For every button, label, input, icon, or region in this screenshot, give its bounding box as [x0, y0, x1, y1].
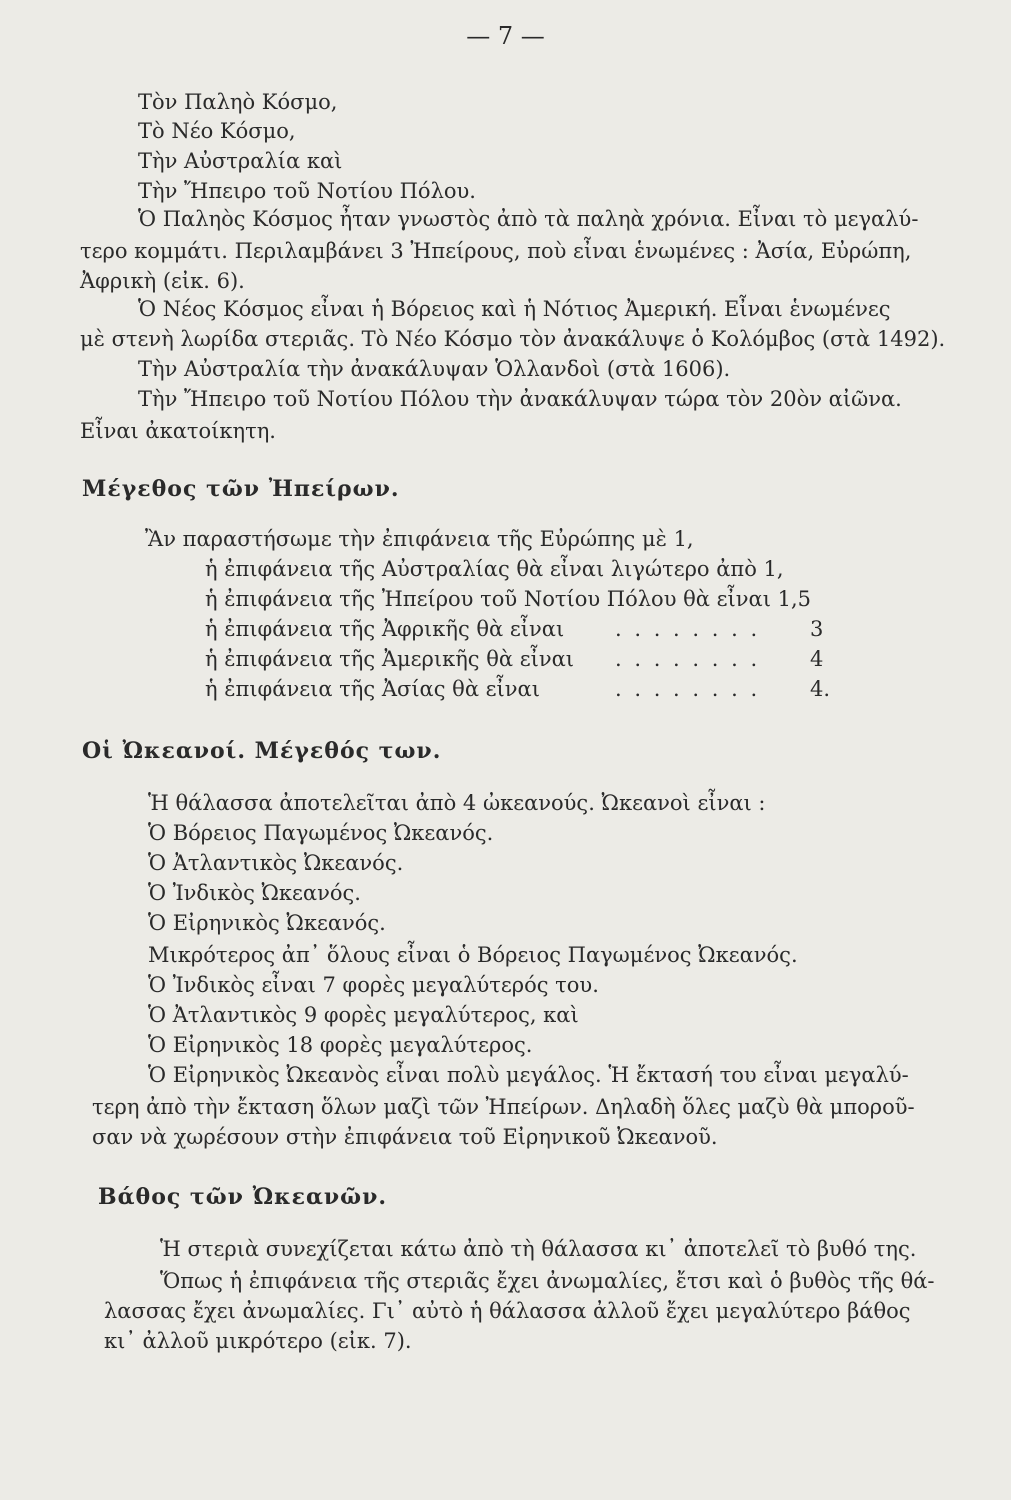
intro-list-item: Τὸν Παληὸ Κόσμο, — [138, 90, 338, 114]
section-heading-continents-size: Μέγεθος τῶν Ἠπείρων. — [82, 476, 400, 502]
intro-list-item: Τὴν Ἤπειρο τοῦ Νοτίου Πόλου. — [138, 179, 476, 203]
size-row-value: 3 — [810, 617, 824, 641]
intro-list-item: Τὸ Νέο Κόσμο, — [138, 119, 296, 143]
leader-dots: . . . . . . . . — [615, 617, 761, 641]
text-line: Ἀφρικὴ (εἰκ. 6). — [80, 269, 245, 293]
text-line: κι᾿ ἀλλοῦ μικρότερο (εἰκ. 7). — [104, 1329, 412, 1353]
text-line: Ἡ στεριὰ συνεχίζεται κάτω ἀπὸ τὴ θάλασσα κι᾿ ἀποτελεῖ τὸ βυθό της. — [160, 1237, 917, 1261]
size-row — [205, 676, 845, 702]
leader-dots: . . . . . . . . — [615, 677, 761, 701]
text-line: Ὁ Παληὸς Κόσμος ἦταν γνωστὸς ἀπὸ τὰ παληὰ χρόνια. Εἶναι τὸ μεγαλύ- — [138, 207, 919, 231]
text-line: Μικρότερος ἀπ᾿ ὅλους εἶναι ὁ Βόρειος Παγωμένος Ὠκεανός. — [148, 943, 798, 967]
ocean-list-item: Ὁ Ἰνδικὸς Ὠκεανός. — [148, 881, 361, 905]
leader-dots: . . . . . . . . — [615, 647, 761, 671]
sizes-intro: Ἂν παραστήσωμε τὴν ἐπιφάνεια τῆς Εὐρώπης μὲ 1, — [145, 527, 694, 551]
size-row — [205, 616, 845, 642]
text-line: Ὁ Ἰνδικὸς εἶναι 7 φορὲς μεγαλύτερός του. — [148, 973, 599, 997]
text-line: Τὴν Ἤπειρο τοῦ Νοτίου Πόλου τὴν ἀνακάλυψαν τώρα τὸν 20ὸν αἰῶνα. — [138, 387, 902, 411]
text-line: τερη ἀπὸ τὴν ἔκταση ὅλων μαζὶ τῶν Ἠπείρων. Δηλαδὴ ὅλες μαζὺ θὰ μποροῦ- — [92, 1095, 915, 1119]
text-line: Ἡ θάλασσα ἀποτελεῖται ἀπὸ 4 ὠκεανούς. Ὠκεανοὶ εἶναι : — [148, 791, 766, 815]
text-line: Ὁ Εἰρηνικὸς 18 φορὲς μεγαλύτερος. — [148, 1033, 533, 1057]
text-line: Ὅπως ἡ ἐπιφάνεια τῆς στεριᾶς ἔχει ἀνωμαλίες, ἔτσι καὶ ὁ βυθὸς τῆς θά- — [160, 1269, 935, 1293]
text-line: Ὁ Εἰρηνικὸς Ὠκεανὸς εἶναι πολὺ μεγάλος. Ἡ ἔκτασή του εἶναι μεγαλύ- — [148, 1063, 909, 1087]
size-row-text: ἡ ἐπιφάνεια τῆς Ἀσίας θὰ εἶναι — [205, 677, 540, 701]
page-number: — 7 — — [466, 22, 545, 50]
text-line: σαν νὰ χωρέσουν στὴν ἐπιφάνεια τοῦ Εἰρηνικοῦ Ὠκεανοῦ. — [92, 1125, 718, 1149]
text-line: μὲ στενὴ λωρίδα στεριᾶς. Τὸ Νέο Κόσμο τὸν ἀνακάλυψε ὁ Κολόμβος (στὰ 1492). — [80, 327, 946, 351]
text-line: Ὁ Νέος Κόσμος εἶναι ἡ Βόρειος καὶ ἡ Νότιος Ἀμερική. Εἶναι ἑνωμένες — [138, 297, 891, 321]
ocean-list-item: Ὁ Βόρειος Παγωμένος Ὠκεανός. — [148, 821, 494, 845]
section-heading-ocean-depth: Βάθος τῶν Ὠκεανῶν. — [98, 1184, 388, 1210]
size-row — [205, 646, 845, 672]
text-line: λασσας ἔχει ἀνωμαλίες. Γι᾿ αὐτὸ ἡ θάλασσα ἀλλοῦ ἔχει μεγαλύτερο βάθος — [104, 1299, 911, 1323]
size-row-text: ἡ ἐπιφάνεια τῆς Ἀμερικῆς θὰ εἶναι — [205, 647, 575, 671]
size-row-text: ἡ ἐπιφάνεια τῆς Ἀφρικῆς θὰ εἶναι — [205, 617, 565, 641]
size-row — [205, 586, 845, 612]
text-line: Τὴν Αὐστραλία τὴν ἀνακάλυψαν Ὁλλανδοὶ (στὰ 1606). — [138, 357, 731, 381]
size-row-value: 4 — [810, 647, 824, 671]
size-row-value: 4. — [810, 677, 831, 701]
ocean-list-item: Ὁ Ἀτλαντικὸς Ὠκεανός. — [148, 851, 404, 875]
text-line: Ὁ Ἀτλαντικὸς 9 φορὲς μεγαλύτερος, καὶ — [148, 1003, 579, 1027]
section-heading-oceans: Οἱ Ὠκεανοί. Μέγεθός των. — [82, 738, 442, 764]
size-row-text: ἡ ἐπιφάνεια τῆς Αὐστραλίας θὰ εἶναι λιγώτερο ἀπὸ 1, — [205, 557, 784, 581]
size-row-text: ἡ ἐπιφάνεια τῆς Ἠπείρου τοῦ Νοτίου Πόλου θὰ εἶναι 1,5 — [205, 587, 811, 611]
text-line: Εἶναι ἀκατοίκητη. — [80, 419, 276, 443]
text-line: τερο κομμάτι. Περιλαμβάνει 3 Ἠπείρους, ποὺ εἶναι ἑνωμένες : Ἀσία, Εὐρώπη, — [80, 239, 912, 263]
size-row — [205, 556, 845, 582]
ocean-list-item: Ὁ Εἰρηνικὸς Ὠκεανός. — [148, 911, 386, 935]
intro-list-item: Τὴν Αὐστραλία καὶ — [138, 149, 343, 173]
